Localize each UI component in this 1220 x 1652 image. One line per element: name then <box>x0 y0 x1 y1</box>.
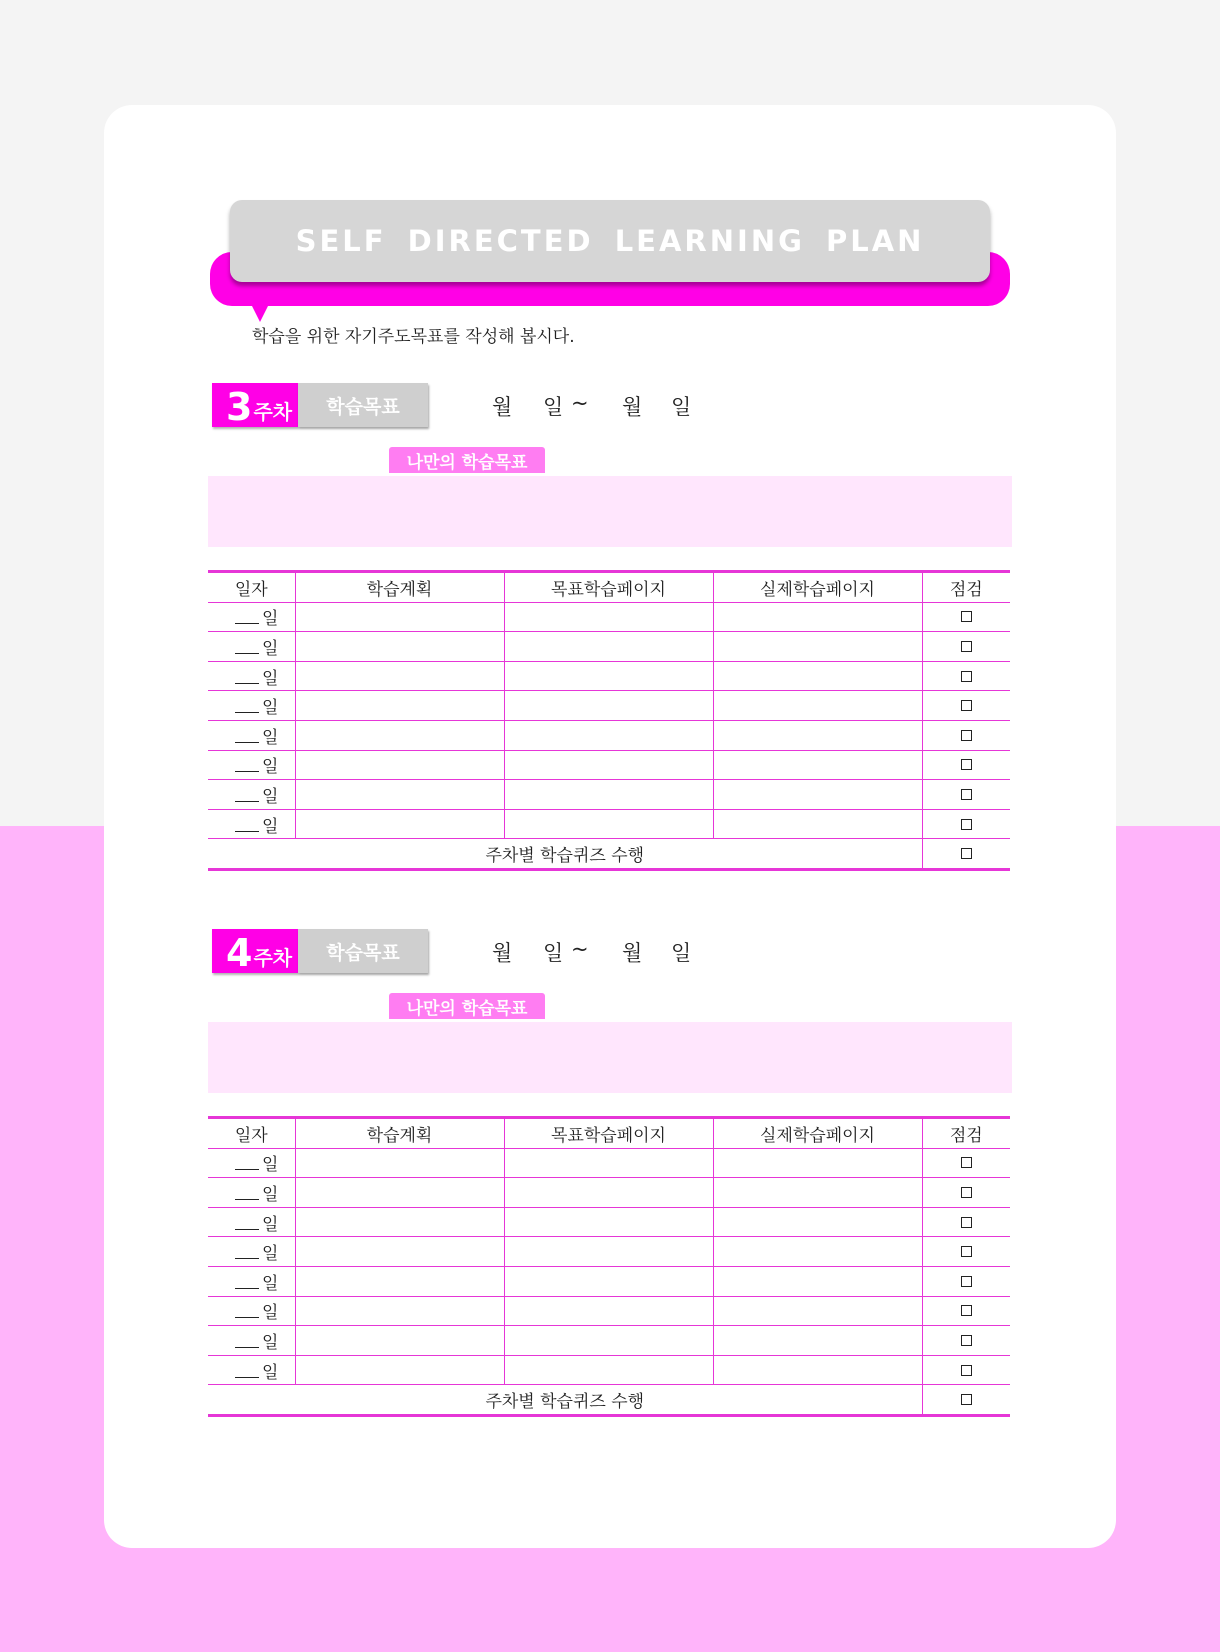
day-cell[interactable] <box>208 1148 295 1178</box>
day-cell[interactable] <box>208 632 295 662</box>
check-cell <box>922 780 1010 810</box>
check-cell <box>922 1148 1010 1178</box>
table-row <box>208 1266 1010 1296</box>
period-day-start: 일 <box>543 941 564 965</box>
goal-label: 학습목표 <box>298 929 428 973</box>
check-cell <box>922 602 1010 632</box>
table-row <box>208 720 1010 750</box>
week-number: 4 <box>226 931 253 975</box>
period-tilde: ~ <box>571 937 589 961</box>
actual-page-cell[interactable] <box>713 1326 922 1356</box>
checkbox[interactable] <box>961 1335 972 1346</box>
table-row <box>208 780 1010 810</box>
table-header-row <box>208 572 1010 603</box>
target-page-cell[interactable] <box>504 1237 713 1267</box>
plan-cell[interactable] <box>295 1296 504 1326</box>
column-header: 점검 <box>922 1118 1010 1149</box>
day-blank <box>235 757 259 772</box>
checkbox[interactable] <box>961 1246 972 1257</box>
column-header: 실제학습페이지 <box>713 572 922 603</box>
day-blank <box>235 698 259 713</box>
plan-cell[interactable] <box>295 632 504 662</box>
period-month-start: 월 <box>492 941 513 965</box>
table-row <box>208 1148 1010 1178</box>
target-page-cell[interactable] <box>504 1266 713 1296</box>
target-page-cell[interactable] <box>504 632 713 662</box>
day-label: 일 <box>262 816 279 837</box>
plan-cell[interactable] <box>295 1237 504 1267</box>
column-header: 점검 <box>922 572 1010 603</box>
period-tilde: ~ <box>571 391 589 415</box>
table-row <box>208 1355 1010 1385</box>
checkbox[interactable] <box>961 1157 972 1168</box>
day-cell[interactable] <box>208 661 295 691</box>
plan-cell[interactable] <box>295 720 504 750</box>
day-label: 일 <box>262 1244 279 1265</box>
banner <box>230 200 990 282</box>
checkbox[interactable] <box>961 1365 972 1376</box>
week-badge <box>212 383 298 427</box>
plan-cell[interactable] <box>295 1266 504 1296</box>
target-page-cell[interactable] <box>504 1207 713 1237</box>
day-label: 일 <box>262 1273 279 1294</box>
checkbox[interactable] <box>961 730 972 741</box>
quiz-label: 주차별 학습퀴즈 수행 <box>208 1385 922 1416</box>
my-goal-tab: 나만의 학습목표 <box>389 447 545 473</box>
checkbox[interactable] <box>961 848 972 859</box>
plan-cell[interactable] <box>295 750 504 780</box>
day-label: 일 <box>262 1303 279 1324</box>
target-page-cell[interactable] <box>504 1326 713 1356</box>
table-row <box>208 602 1010 632</box>
day-blank <box>235 1244 259 1259</box>
table-row <box>208 1296 1010 1326</box>
column-header: 목표학습페이지 <box>504 572 713 603</box>
check-cell <box>922 1207 1010 1237</box>
check-cell <box>922 691 1010 721</box>
day-cell[interactable] <box>208 1178 295 1208</box>
table-row <box>208 691 1010 721</box>
day-cell[interactable] <box>208 1207 295 1237</box>
period-day-end: 일 <box>671 941 692 965</box>
quiz-row <box>208 1385 1010 1416</box>
check-cell <box>922 632 1010 662</box>
check-cell <box>922 1178 1010 1208</box>
week-suffix: 주차 <box>253 400 293 424</box>
study-plan-table <box>208 570 1010 871</box>
actual-page-cell[interactable] <box>713 1266 922 1296</box>
period-day-end: 일 <box>671 395 692 419</box>
actual-page-cell[interactable] <box>713 602 922 632</box>
table-row <box>208 809 1010 839</box>
target-page-cell[interactable] <box>504 602 713 632</box>
plan-cell[interactable] <box>295 1355 504 1385</box>
banner-title: SELF DIRECTED LEARNING PLAN <box>295 224 925 258</box>
check-cell <box>922 1326 1010 1356</box>
column-header: 실제학습페이지 <box>713 1118 922 1149</box>
plan-cell[interactable] <box>295 691 504 721</box>
checkbox[interactable] <box>961 1276 972 1287</box>
day-cell[interactable] <box>208 1237 295 1267</box>
plan-cell[interactable] <box>295 780 504 810</box>
day-cell[interactable] <box>208 780 295 810</box>
day-blank <box>235 1333 259 1348</box>
checkbox[interactable] <box>961 1187 972 1198</box>
target-page-cell[interactable] <box>504 720 713 750</box>
check-cell <box>922 809 1010 839</box>
day-cell[interactable] <box>208 1296 295 1326</box>
my-goal-tab: 나만의 학습목표 <box>389 993 545 1019</box>
checkbox[interactable] <box>961 819 972 830</box>
day-label: 일 <box>262 1184 279 1205</box>
target-page-cell[interactable] <box>504 1296 713 1326</box>
day-label: 일 <box>262 1332 279 1353</box>
week-number: 3 <box>226 385 253 429</box>
checkbox[interactable] <box>961 1305 972 1316</box>
actual-page-cell[interactable] <box>713 632 922 662</box>
plan-cell[interactable] <box>295 1326 504 1356</box>
day-blank <box>235 728 259 743</box>
checkbox[interactable] <box>961 641 972 652</box>
day-blank <box>235 1363 259 1378</box>
goal-label: 학습목표 <box>298 383 428 427</box>
actual-page-cell[interactable] <box>713 750 922 780</box>
target-page-cell[interactable] <box>504 1178 713 1208</box>
check-cell <box>922 1266 1010 1296</box>
checkbox[interactable] <box>961 671 972 682</box>
target-page-cell[interactable] <box>504 780 713 810</box>
checkbox[interactable] <box>961 700 972 711</box>
intro-text: 학습을 위한 자기주도목표를 작성해 봅시다. <box>252 327 575 347</box>
target-page-cell[interactable] <box>504 809 713 839</box>
actual-page-cell[interactable] <box>713 809 922 839</box>
week-suffix: 주차 <box>253 946 293 970</box>
quiz-row <box>208 839 1010 870</box>
actual-page-cell[interactable] <box>713 780 922 810</box>
table-row <box>208 1178 1010 1208</box>
period-month-end: 월 <box>622 395 643 419</box>
target-page-cell[interactable] <box>504 1355 713 1385</box>
day-cell[interactable] <box>208 750 295 780</box>
day-blank <box>235 1185 259 1200</box>
day-cell[interactable] <box>208 1326 295 1356</box>
table-row <box>208 750 1010 780</box>
table-row <box>208 1207 1010 1237</box>
period-month-end: 월 <box>622 941 643 965</box>
actual-page-cell[interactable] <box>713 1207 922 1237</box>
day-cell[interactable] <box>208 691 295 721</box>
check-cell <box>922 1237 1010 1267</box>
day-blank <box>235 669 259 684</box>
day-label: 일 <box>262 698 279 719</box>
table-row <box>208 1326 1010 1356</box>
quiz-label: 주차별 학습퀴즈 수행 <box>208 839 922 870</box>
day-label: 일 <box>262 668 279 689</box>
column-header: 학습계획 <box>295 1118 504 1149</box>
target-page-cell[interactable] <box>504 750 713 780</box>
banner-pointer <box>250 302 270 322</box>
actual-page-cell[interactable] <box>713 691 922 721</box>
day-label: 일 <box>262 1155 279 1176</box>
check-cell <box>922 1296 1010 1326</box>
day-blank <box>235 1274 259 1289</box>
day-blank <box>235 1215 259 1230</box>
actual-page-cell[interactable] <box>713 661 922 691</box>
plan-cell[interactable] <box>295 602 504 632</box>
column-header: 일자 <box>208 572 295 603</box>
check-cell <box>922 750 1010 780</box>
plan-cell[interactable] <box>295 1207 504 1237</box>
study-plan-table <box>208 1116 1010 1417</box>
check-cell <box>922 1385 1010 1416</box>
day-label: 일 <box>262 1214 279 1235</box>
checkbox[interactable] <box>961 1394 972 1405</box>
table-row <box>208 632 1010 662</box>
checkbox[interactable] <box>961 1217 972 1228</box>
plan-cell[interactable] <box>295 1178 504 1208</box>
column-header: 목표학습페이지 <box>504 1118 713 1149</box>
day-blank <box>235 1303 259 1318</box>
actual-page-cell[interactable] <box>713 1355 922 1385</box>
day-cell[interactable] <box>208 1266 295 1296</box>
actual-page-cell[interactable] <box>713 1237 922 1267</box>
day-cell[interactable] <box>208 1355 295 1385</box>
period-day-start: 일 <box>543 395 564 419</box>
actual-page-cell[interactable] <box>713 1178 922 1208</box>
plan-cell[interactable] <box>295 1148 504 1178</box>
table-row <box>208 661 1010 691</box>
check-cell <box>922 839 1010 870</box>
target-page-cell[interactable] <box>504 691 713 721</box>
actual-page-cell[interactable] <box>713 1148 922 1178</box>
check-cell <box>922 661 1010 691</box>
table-row <box>208 1237 1010 1267</box>
my-goal-input-area[interactable] <box>208 476 1012 547</box>
target-page-cell[interactable] <box>504 661 713 691</box>
check-cell <box>922 1355 1010 1385</box>
checkbox[interactable] <box>961 789 972 800</box>
day-cell[interactable] <box>208 720 295 750</box>
period-month-start: 월 <box>492 395 513 419</box>
actual-page-cell[interactable] <box>713 1296 922 1326</box>
column-header: 일자 <box>208 1118 295 1149</box>
plan-cell[interactable] <box>295 661 504 691</box>
column-header: 학습계획 <box>295 572 504 603</box>
day-cell[interactable] <box>208 809 295 839</box>
week-badge <box>212 929 298 973</box>
day-label: 일 <box>262 638 279 659</box>
actual-page-cell[interactable] <box>713 720 922 750</box>
check-cell <box>922 720 1010 750</box>
plan-cell[interactable] <box>295 809 504 839</box>
day-blank <box>235 817 259 832</box>
table-header-row <box>208 1118 1010 1149</box>
target-page-cell[interactable] <box>504 1148 713 1178</box>
day-label: 일 <box>262 609 279 630</box>
day-blank <box>235 1155 259 1170</box>
day-label: 일 <box>262 757 279 778</box>
day-cell[interactable] <box>208 602 295 632</box>
day-label: 일 <box>262 1362 279 1383</box>
my-goal-input-area[interactable] <box>208 1022 1012 1093</box>
checkbox[interactable] <box>961 611 972 622</box>
checkbox[interactable] <box>961 759 972 770</box>
day-blank <box>235 639 259 654</box>
day-label: 일 <box>262 786 279 807</box>
day-blank <box>235 787 259 802</box>
day-label: 일 <box>262 727 279 748</box>
day-blank <box>235 609 259 624</box>
